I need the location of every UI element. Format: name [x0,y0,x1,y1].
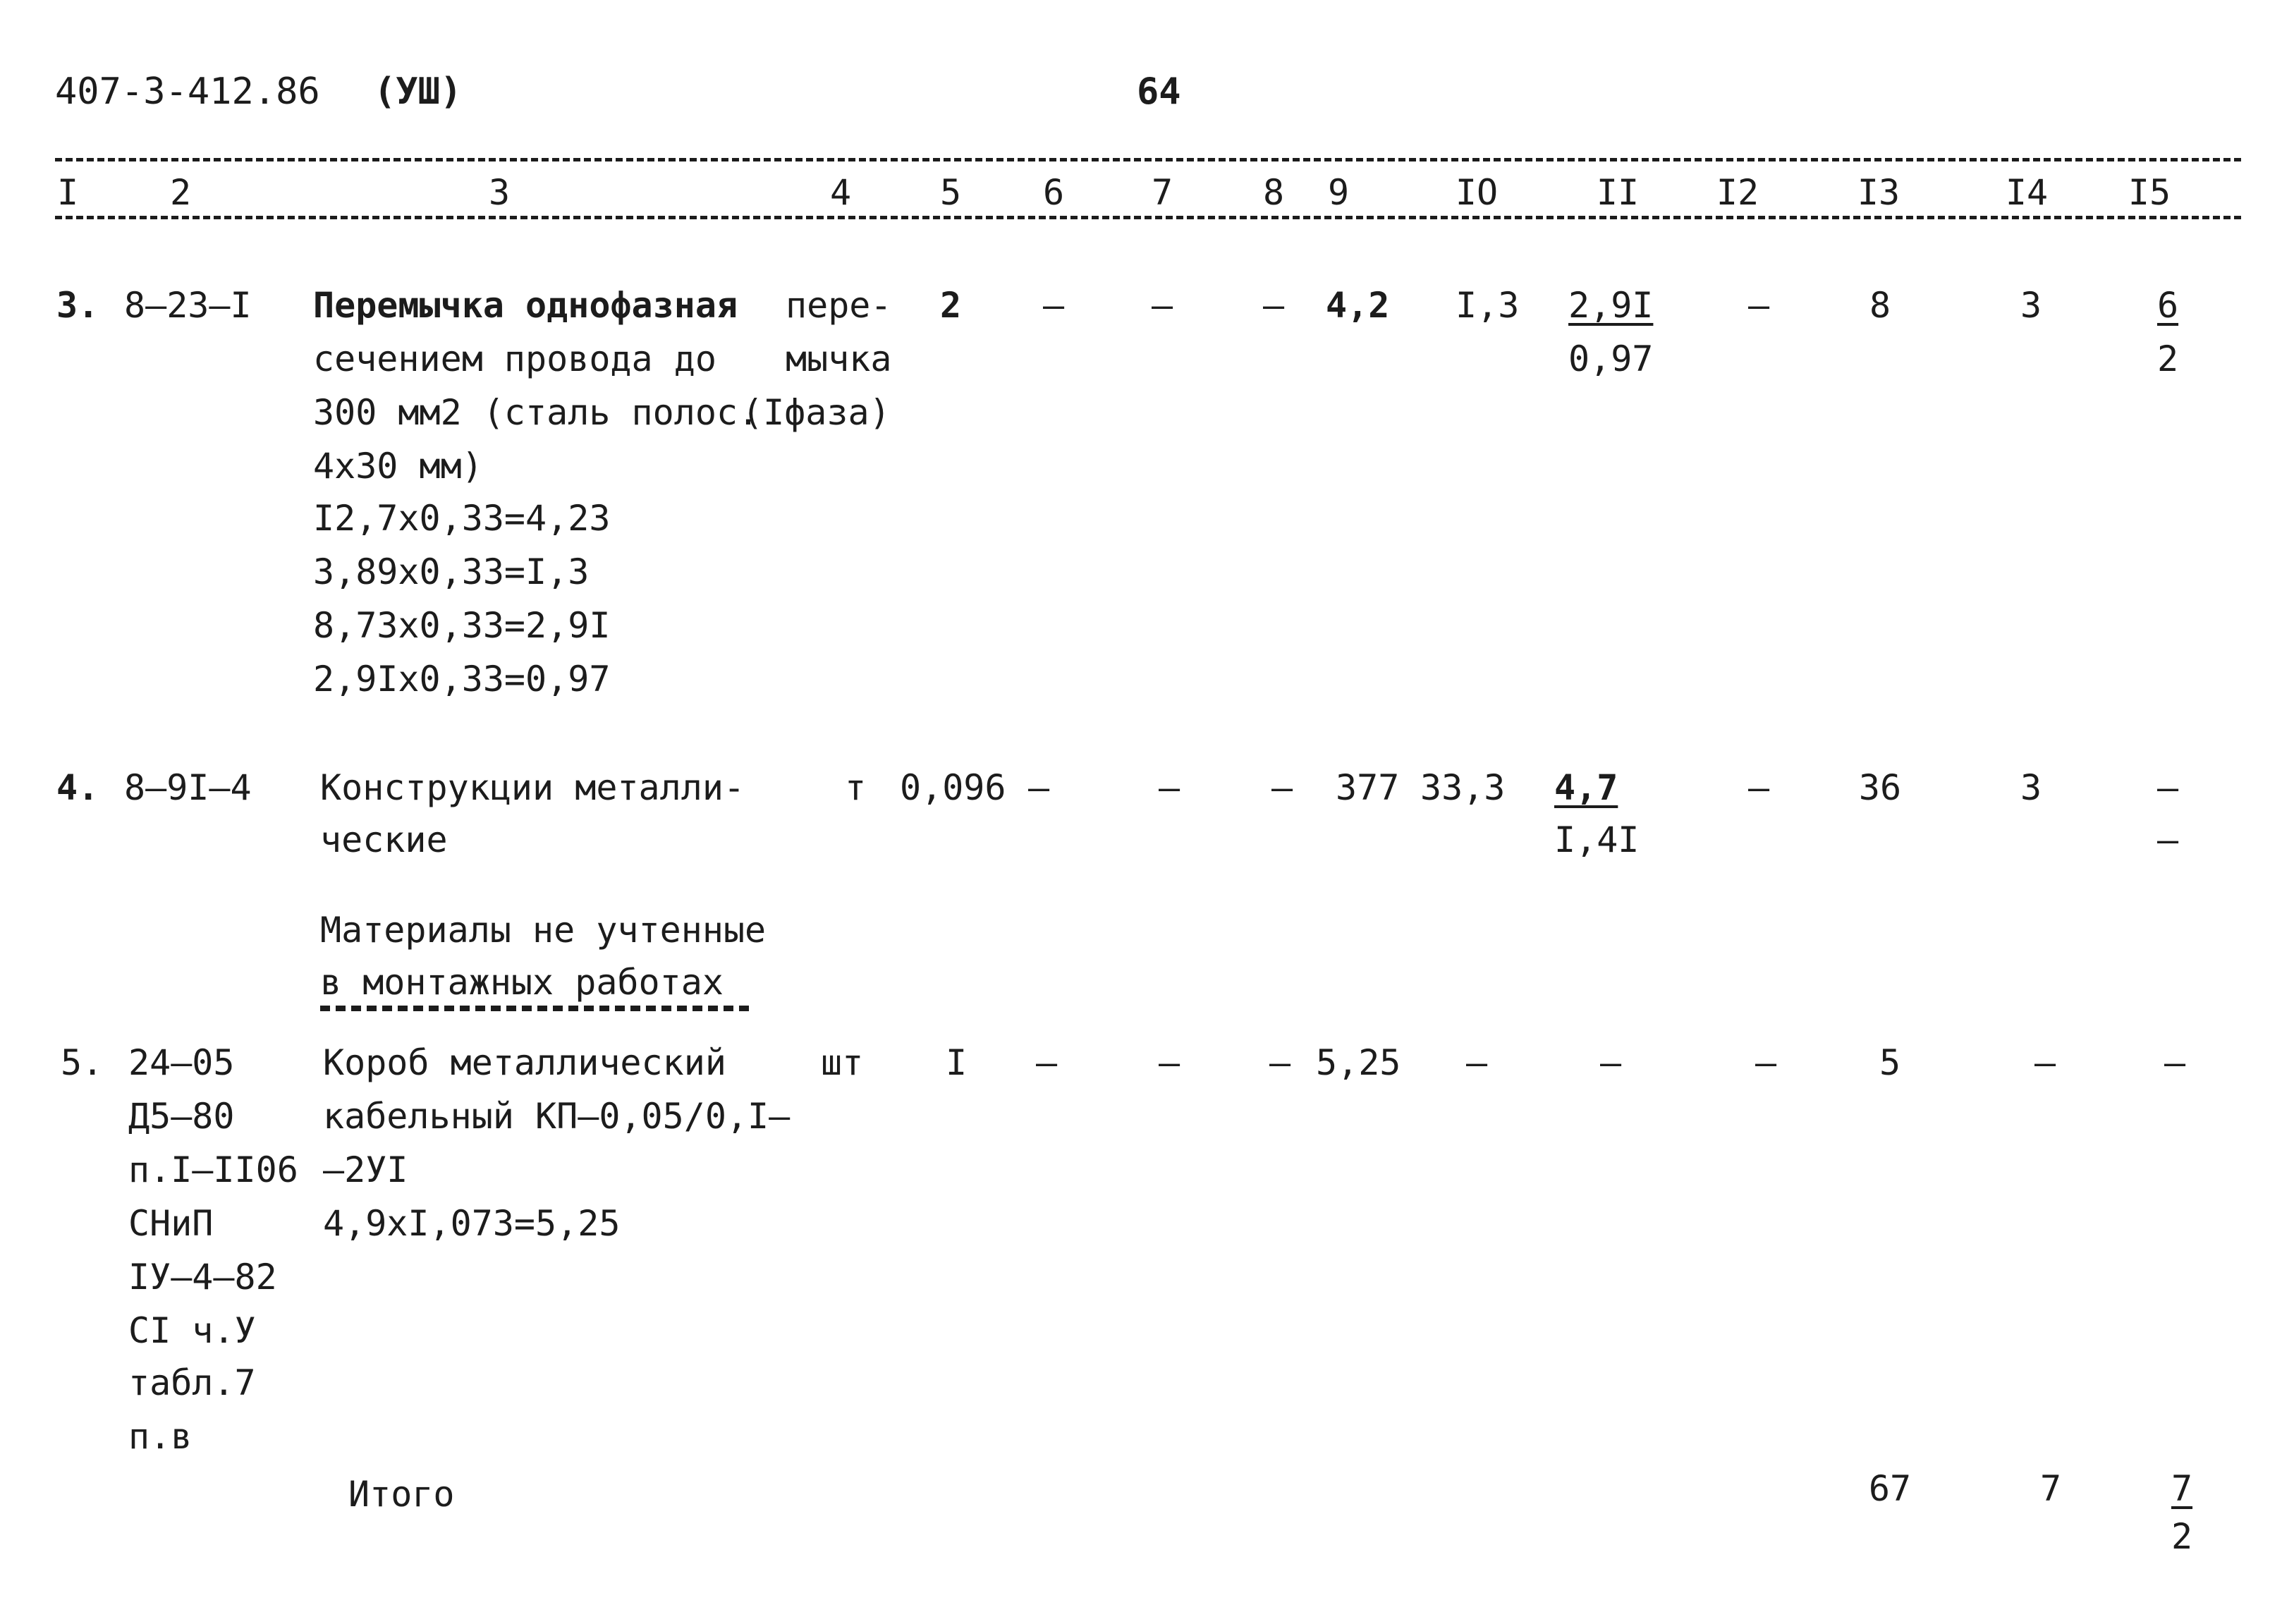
cell-col-11-bottom: I,4I [1554,819,1640,860]
row-code-line: 24–05 [128,1042,235,1083]
cell-col-5: I [945,1042,968,1083]
header-bottom-rule [55,216,2241,219]
row-name-line: кабельный КП–0,05/0,I– [323,1096,791,1137]
cell-col-5: 2 [939,285,962,326]
row-code-line: п.в [128,1416,193,1457]
row-name-line: сечением провода до [313,338,716,379]
cell-col-5: 0,096 [900,767,1006,808]
header-top-rule [55,158,2241,161]
cell-col-11-top: – [1599,1042,1622,1083]
cell-col-8: – [1271,767,1293,808]
col-header-14: I4 [2005,172,2049,213]
cell-col-10: I,3 [1456,285,1520,326]
cell-col-15-bottom: 2 [2156,338,2179,379]
cell-col-10: – [1465,1042,1488,1083]
col-header-7: 7 [1151,172,1173,213]
col-header-9: 9 [1327,172,1350,213]
cell-col-13: 8 [1869,285,1891,326]
row-unit-line: пере- [786,285,892,326]
row-name-line: 300 мм2 (сталь полос. [313,392,759,433]
row-number: 5. [61,1042,104,1083]
row-name-line: Короб металлический [323,1042,726,1083]
cell-col-13: 36 [1858,767,1902,808]
row-name-line: Конструкции металли- [320,767,745,808]
document-code: 407-3-412.86 [55,71,320,113]
cell-col-12: – [1755,1042,1777,1083]
cell-col-12: – [1747,285,1770,326]
row-name-line: –2УI [323,1149,408,1190]
row-name-line: Перемычка однофазная [313,285,738,326]
col-header-10: IO [1455,172,1499,213]
cell-col-9: 377 [1336,767,1400,808]
col-header-13: I3 [1857,172,1900,213]
cell-col-7: – [1158,1042,1180,1083]
row-name-line: 4,9хI,073=5,25 [323,1203,621,1244]
row-number: 4. [56,767,99,808]
row-code-line: СНиП [128,1203,214,1244]
cell-col-6: – [1035,1042,1058,1083]
row-number: 3. [56,285,99,326]
cell-col-10: 33,3 [1420,767,1506,808]
cell-col-14: 3 [2020,767,2042,808]
total-label: Итого [348,1474,455,1515]
cell-col-13: 5 [1879,1042,1901,1083]
cell-col-6: – [1042,285,1065,326]
cell-col-11-top: 4,7 [1554,767,1618,808]
col-header-2: 2 [169,172,192,213]
cell-col-15-top: – [2164,1042,2186,1083]
row-name-line: I2,7х0,33=4,23 [313,498,611,539]
row-code-line: 8–9I–4 [124,767,252,808]
cell-col-15-bottom: – [2156,819,2179,860]
row-code-line: IУ–4–82 [128,1257,277,1298]
total-col-15-bottom: 2 [2171,1516,2193,1557]
col-header-6: 6 [1042,172,1065,213]
row-unit-line: мычка [786,338,892,379]
row-name-line: 4х30 мм) [313,446,483,487]
row-name-line: ческие [320,819,448,860]
cell-col-15-top: – [2156,767,2179,808]
row-unit-line: (Iфаза) [742,392,891,433]
row-code-line: СI ч.У [128,1310,256,1351]
row-unit-line: шт [821,1042,864,1083]
cell-col-15-top: 6 [2156,285,2179,326]
cell-col-8: – [1269,1042,1291,1083]
cell-col-11-top: 2,9I [1568,285,1654,326]
row-name-line: 3,89х0,33=I,3 [313,551,590,592]
cell-col-7: – [1158,767,1180,808]
col-header-4: 4 [829,172,852,213]
total-col-13: 67 [1868,1468,1912,1509]
col-header-15: I5 [2128,172,2171,213]
col-header-1: I [56,172,79,213]
cell-col-14: 3 [2020,285,2042,326]
row-code-line: 8–23–I [124,285,252,326]
section-note-line: Материалы не учтенные [320,910,767,951]
cell-col-12: – [1747,767,1770,808]
cell-col-7: – [1151,285,1173,326]
total-col-14: 7 [2039,1468,2062,1509]
col-header-12: I2 [1716,172,1759,213]
cell-col-14: – [2034,1042,2056,1083]
cell-col-9: 4,2 [1326,285,1390,326]
row-code-line: п.I–II06 [128,1149,298,1190]
row-code-line: табл.7 [128,1362,256,1403]
page-number: 64 [1137,71,1181,113]
section-note-underline [320,1006,753,1011]
col-header-8: 8 [1262,172,1285,213]
cell-col-11-bottom: 0,97 [1568,338,1654,379]
volume-label: (УШ) [374,71,463,113]
row-code-line: Д5–80 [128,1096,235,1137]
col-header-11: II [1596,172,1640,213]
row-name-line: 2,9Iх0,33=0,97 [313,659,611,700]
row-name-line: 8,73х0,33=2,9I [313,605,611,646]
section-note-line: в монтажных работах [320,962,724,1003]
cell-col-9: 5,25 [1316,1042,1401,1083]
cell-col-8: – [1262,285,1285,326]
col-header-5: 5 [939,172,962,213]
col-header-3: 3 [488,172,511,213]
row-unit-line: т [845,767,867,808]
total-col-15-top: 7 [2171,1468,2193,1509]
cell-col-6: – [1028,767,1050,808]
